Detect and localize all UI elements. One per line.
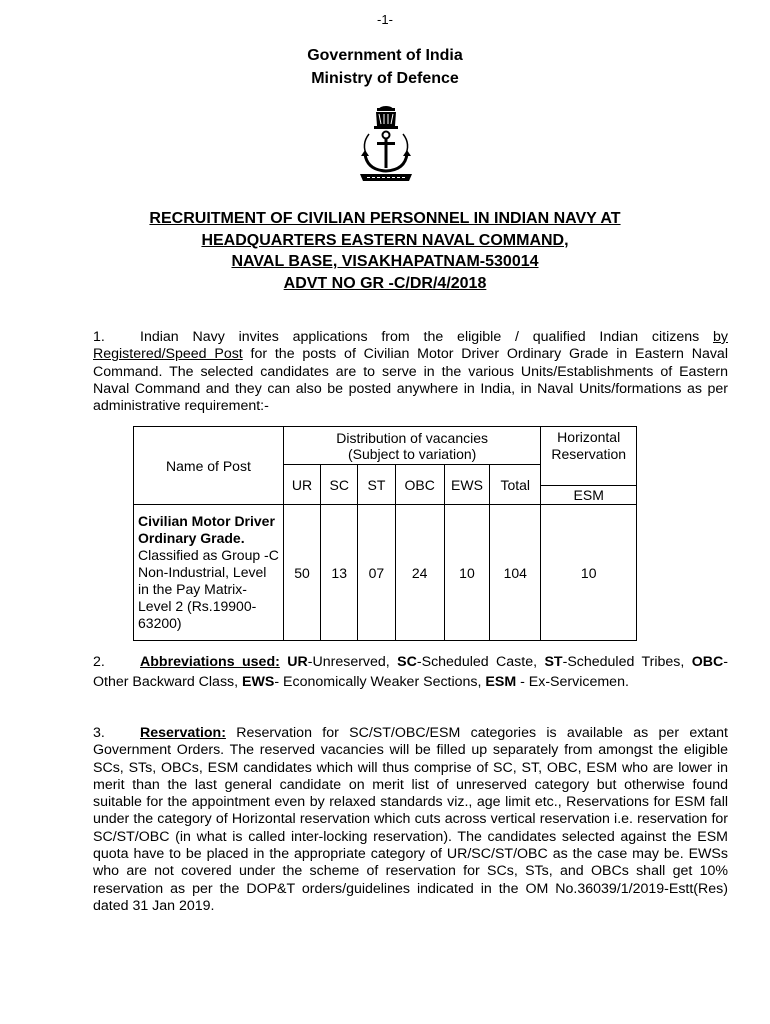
- value-st: 07: [358, 505, 395, 641]
- paragraph-3: [93, 725, 728, 915]
- value-ur: 50: [283, 505, 320, 641]
- paragraph-1-text-a: Indian Navy invites applications from the eligible / qualified Indian citizens: [140, 329, 714, 345]
- name-of-post-header: Name of Post: [134, 427, 284, 505]
- abbr-ews-text: - Economically Weaker Sections,: [274, 673, 486, 690]
- esm-header: ESM: [541, 485, 636, 504]
- post-name-detail: Classified as Group -C Non-Industrial, Level in the Pay Matrix-Level 2 (Rs.19900-63200): [138, 547, 279, 631]
- col-header-obc: OBC: [395, 465, 444, 505]
- col-header-ews: EWS: [444, 465, 489, 505]
- reservation-text: Reservation for SC/ST/OBC/ESM categories is available as per extant Government Orders. The reserved vacancies will be filled up separately from amongst the eligible SCs, STs, OBCs, ESM candidates which will thus comprise of SC, ST, OBC, ESM who are lower in merit than the last general candidate on merit list of unreserved category but otherwise found suitable for the appointment even by relaxed standards viz., age limit etc., Reservations for ESM fall under the category of Horizontal reservation which cuts across vertical reservation i.e. reservation for SC/ST/OBC (in what is called inter-locking reservation). The candidates selected against the ESM quota have to be placed in the appropriate category of UR/SC/ST/OBC as the case may be. EWSs who are not covered under the scheme of reservation for SCs, STs, and OBCs shall get 10% reservation as per the DOP&T orders/guidelines indicated in the OM No.36039/1/2019-Estt(Res) dated 31 Jan 2019.: [93, 725, 728, 914]
- title-line-1: RECRUITMENT OF CIVILIAN PERSONNEL IN INDIAN NAVY AT: [149, 210, 621, 227]
- value-obc: 24: [395, 505, 444, 641]
- horizontal-reservation-header: [541, 427, 637, 505]
- value-ews: 10: [444, 505, 489, 641]
- abbr-obc: OBC: [691, 654, 724, 670]
- advertisement-number: ADVT NO GR -C/DR/4/2018: [283, 274, 487, 292]
- abbr-esm: ESM: [485, 673, 517, 690]
- vacancy-table: [133, 426, 637, 641]
- abbr-sc: SC: [397, 654, 417, 670]
- post-name-cell: [134, 505, 284, 641]
- abbr-sc-text: -Scheduled Caste,: [416, 654, 545, 670]
- page-number: -1-: [377, 12, 393, 27]
- col-header-ur: UR: [283, 465, 320, 505]
- value-esm: 10: [541, 505, 637, 641]
- abbr-ews: EWS: [242, 673, 275, 690]
- paragraph-2-number: 2.: [93, 654, 105, 670]
- paragraph-1-text-b: for the posts of Civilian Motor Driver Ordinary Grade in Eastern Naval Command. The selected candidates are to serve in the various Units/Establishments of Eastern Naval Command and they can also be posted anywhere in India, in Naval Units/formations as per administrative requirement:-: [93, 346, 728, 415]
- value-total: 104: [490, 505, 541, 641]
- distribution-header: [283, 427, 541, 465]
- horizontal-header-line-2: Reservation: [551, 446, 627, 462]
- navy-crest-icon: [355, 104, 417, 184]
- paragraph-1: [93, 329, 728, 415]
- paragraph-2: [93, 653, 728, 692]
- col-header-st: ST: [358, 465, 395, 505]
- col-header-total: Total: [490, 465, 541, 505]
- abbr-st-text: -Scheduled Tribes,: [562, 654, 692, 670]
- title-line-2: HEADQUARTERS EASTERN NAVAL COMMAND,: [201, 231, 569, 249]
- col-header-sc: SC: [321, 465, 358, 505]
- abbr-esm-text: - Ex-Servicemen.: [516, 673, 629, 690]
- reservation-heading: Reservation:: [140, 725, 226, 741]
- paragraph-1-post-method: by Registered/Speed Post: [93, 329, 728, 363]
- post-name-bold: Civilian Motor Driver Ordinary Grade.: [138, 513, 275, 546]
- paragraph-3-number: 3.: [93, 725, 105, 741]
- abbr-ur: UR: [287, 654, 308, 670]
- document-header: [0, 44, 770, 90]
- abbr-obc-text: -Other Backward Class,: [93, 654, 728, 690]
- abbr-ur-text: -Unreserved,: [307, 654, 398, 670]
- recruitment-title: [0, 208, 770, 294]
- header-government: Government of India: [307, 47, 463, 64]
- paragraph-1-number: 1.: [93, 329, 105, 345]
- title-line-3: NAVAL BASE, VISAKHAPATNAM-530014: [231, 253, 539, 270]
- abbr-st: ST: [544, 654, 563, 670]
- distribution-header-line-2: (Subject to variation): [347, 445, 477, 462]
- horizontal-header-line-1: Horizontal: [557, 429, 621, 445]
- distribution-header-line-1: Distribution of vacancies: [336, 429, 489, 446]
- header-ministry: Ministry of Defence: [311, 70, 459, 87]
- value-sc: 13: [321, 505, 358, 641]
- abbreviations-heading: Abbreviations used:: [140, 654, 280, 670]
